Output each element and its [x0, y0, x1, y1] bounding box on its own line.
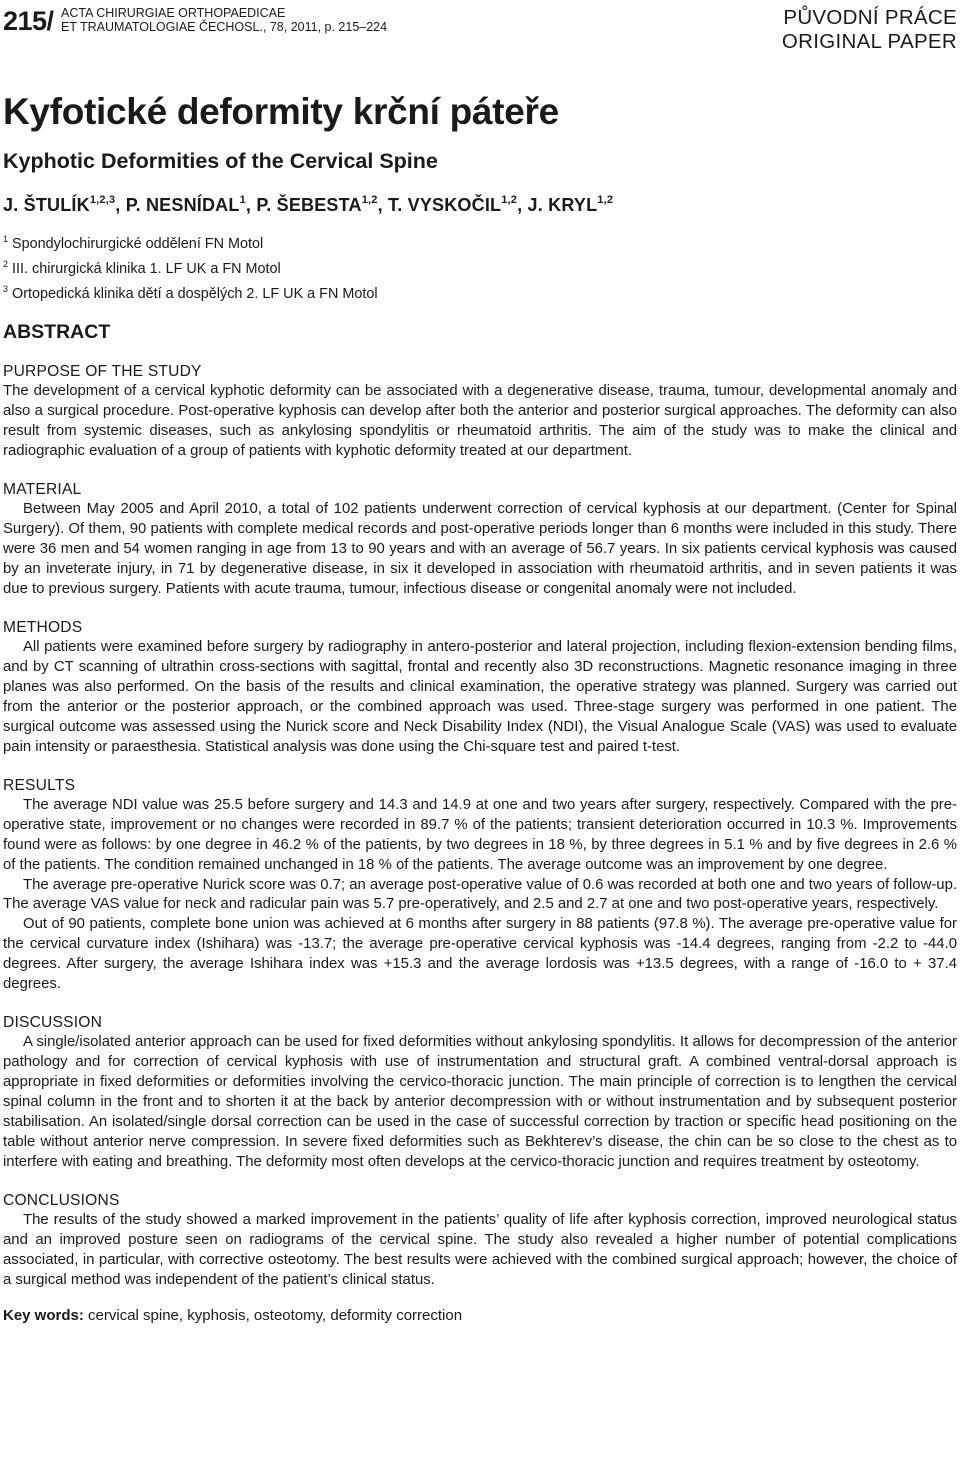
abstract-heading: ABSTRACT [3, 321, 111, 344]
author-list [3, 188, 957, 218]
section-paragraph: A single/isolated anterior approach can be used for fixed deformities without ankylosing spondylitis. It allows for decompression of the anterior pathology and for correction of cervical kyphosis with use of instrumentation and structural graft. A combined ventral-dorsal approach is appropriate in fixed deformities or deformities involving the cervico-thoracic junction. The main principle of correction is to lengthen the cervical spinal column in the front and to shorten it at the back by anterior decompression with or without instrumentation and by subsequent posterior stabilisation. An isolated/single dorsal correction can be used in the case of successful correction by traction or specific head positioning on the table without anterior nerve compression. In severe fixed deformities such as Bekhterev’s disease, the chin can be so close to the chest as to interfere with eating and breathing. The deformity most often develops at the cervico-thoracic junction and requires treatment by osteotomy. [3, 1034, 957, 1170]
author-affil-ref: 1 [239, 194, 246, 206]
author [388, 195, 528, 215]
section-purpose [3, 362, 957, 462]
author-affil-ref: 1,2,3 [89, 194, 116, 206]
section-heading: CONCLUSIONS [3, 1191, 120, 1209]
affiliation-number: 1 [3, 234, 9, 244]
author-name: T. VYSKOČIL [388, 195, 502, 215]
author-affil-ref: 1,2 [361, 194, 378, 206]
author-sep: , [245, 195, 257, 215]
title-czech: Kyfotické deformity krční páteře [3, 91, 559, 132]
author [126, 195, 257, 215]
author-sep: , [517, 195, 528, 215]
section-paragraph: The results of the study showed a marked improvement in the patients’ quality of life after kyphosis correction, improved neurological status and an improved posture seen on radiograms of the cervical spine. The study also revealed a higher number of potential complications associated, in particular, with corrective osteotomy. The best results were achieved with the combined surgical approach; however, the choice of a surgical method was independent of the patient’s clinical status. [3, 1211, 957, 1288]
affiliation-text: Spondylochirurgické oddělení FN Motol [8, 235, 264, 252]
author-name: J. ŠTULÍK [3, 195, 90, 215]
article-type-en: ORIGINAL PAPER [781, 30, 957, 53]
affiliation [3, 254, 957, 279]
affiliation-text: Ortopedická klinika dětí a dospělých 2. LF UK a FN Motol [8, 285, 378, 302]
author-name: P. ŠEBESTA [256, 195, 362, 215]
article-page [3, 0, 957, 1326]
section-methods [3, 618, 957, 758]
journal-citation [61, 6, 387, 34]
affiliation-number: 3 [3, 283, 9, 294]
author [528, 195, 614, 215]
author-sep: , [377, 195, 389, 215]
author-name: P. NESNÍDAL [125, 195, 240, 215]
section-heading: METHODS [3, 618, 83, 636]
title-english: Kyphotic Deformities of the Cervical Spine [3, 149, 438, 173]
section-paragraph: Between May 2005 and April 2010, a total of 102 patients underwent correction of cervical kyphosis at our department. (Center for Spinal Surgery). Of them, 90 patients with complete medical records and post-operative periods longer than 6 months were included in this study. There were 36 men and 54 women ranging in age from 13 to 90 years and with an average of 56.7 years. In six patients cervical kyphosis was caused by an inveterate injury, in 71 by degenerative disease, in six it developed in association with rheumatoid arthritis, and in seven patients it was due to previous surgery. Patients with acute trauma, tumour, infectious disease or congenital anomaly were not included. [3, 501, 957, 598]
section-paragraph: The average NDI value was 25.5 before surgery and 14.3 and 14.9 at one and two years after surgery, respectively. Compared with the pre-operative state, improvement or no changes were recorded in 89.7 % of the patients; transient deterioration occurred in 10.3 %. Improvements found were as follows: by one degree in 46.2 % of the patients, by two degrees in 18 %, by three degrees in 5.1 % and by five degrees in 2.6 % of the patients. The condition remained unchanged in 18 % of the patients. The average outcome was an improvement by one degree. [3, 796, 957, 873]
author [256, 195, 388, 215]
article-type [782, 6, 957, 54]
author-affil-ref: 1,2 [597, 194, 614, 206]
section-material [3, 480, 957, 600]
keywords [3, 1306, 957, 1326]
section-paragraph: The development of a cervical kyphotic deformity can be associated with a degenerative disease, trauma, tumour, developmental anomaly and also a surgical procedure. Post-operative kyphosis can develop after both the anterior and posterior surgical approaches. The deformity can also result from systemic diseases, such as ankylosing spondylitis or rheumatoid arthritis. The aim of the study was to make the clinical and radiographic evaluation of a group of patients with kyphotic deformity treated at our department. [3, 383, 957, 460]
affiliation [3, 229, 957, 254]
author-name: J. KRYL [527, 195, 598, 215]
section-heading: DISCUSSION [3, 1014, 103, 1032]
section-heading: MATERIAL [3, 481, 82, 499]
section-heading: RESULTS [3, 776, 76, 794]
journal-line-2: ET TRAUMATOLOGIAE ČECHOSL., 78, 2011, p. 215–224 [61, 20, 388, 34]
author-affil-ref: 1,2 [501, 194, 518, 206]
running-header [3, 0, 957, 62]
affiliation-number: 2 [3, 258, 9, 269]
author-sep: , [115, 195, 126, 215]
keywords-label: Key words: [3, 1306, 84, 1324]
section-results [3, 776, 957, 996]
article-type-cz: PŮVODNÍ PRÁCE [783, 6, 957, 29]
keywords-text: cervical spine, kyphosis, osteotomy, deformity correction [83, 1306, 463, 1324]
affiliation [3, 279, 957, 304]
section-discussion [3, 1013, 957, 1173]
journal-line-1: ACTA CHIRURGIAE ORTHOPAEDICAE [61, 6, 286, 20]
page-number: 215/ [3, 6, 54, 36]
author [3, 195, 126, 215]
affiliations [3, 229, 957, 303]
section-heading: PURPOSE OF THE STUDY [3, 363, 202, 381]
affiliation-text: III. chirurgická klinika 1. LF UK a FN Motol [8, 260, 281, 277]
section-conclusions [3, 1191, 957, 1291]
section-paragraph: The average pre-operative Nurick score was 0.7; an average post-operative value of 0.6 was recorded at both one and two years of follow-up. The average VAS value for neck and radicular pain was 5.7 pre-operatively, and 2.5 and 2.7 at one and two post-operative years, respectively. [3, 876, 957, 913]
section-paragraph: Out of 90 patients, complete bone union was achieved at 6 months after surgery in 88 patients (97.8 %). The average pre-operative value for the cervical curvature index (Ishihara) was -13.7; the average pre-operative cervical kyphosis was -14.4 degrees, ranging from -2.2 to -44.0 degrees. After surgery, the average Ishihara index was +15.3 and the average lordosis was +13.5 degrees, with a range of -16.0 to + 37.4 degrees. [3, 916, 957, 993]
section-paragraph: All patients were examined before surgery by radiography in antero-posterior and lateral projection, including flexion-extension bending films, and by CT scanning of ultrathin cross-sections with sagittal, frontal and recently also 3D reconstructions. Magnetic resonance imaging in three planes was also performed. On the basis of the results and clinical examination, the operative strategy was planned. Surgery was carried out from the anterior or the posterior approach, or the combined approach was used. Three-stage surgery was performed in one patient. The surgical outcome was assessed using the Nurick score and Neck Disability Index (NDI), the Visual Analogue Scale (VAS) was used to evaluate pain intensity or paraesthesia. Statistical analysis was done using the Chi-square test and paired t-test. [3, 638, 957, 755]
